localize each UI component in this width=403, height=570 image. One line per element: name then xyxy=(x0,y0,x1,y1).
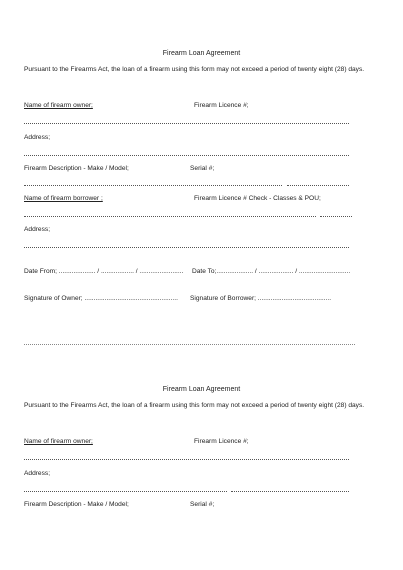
owner-address-fill-line[interactable] xyxy=(24,155,349,156)
owner-signature-field[interactable]: Signature of Owner; ................................................... xyxy=(24,295,178,302)
owner-address-fill-line-copy[interactable] xyxy=(24,491,227,492)
intro-paragraph: Pursuant to the Firearms Act, the loan of a firearm using this form may not exceed a period of twenty eight (28) days. xyxy=(24,66,365,73)
borrower-name-label: Name of firearm borrower ; xyxy=(24,195,103,202)
owner-licence-label: Firearm Licence #; xyxy=(194,102,249,109)
description-fill-line[interactable] xyxy=(24,185,282,186)
firearm-description-label-copy: Firearm Description - Make / Model; xyxy=(24,501,129,508)
borrower-class-fill-line[interactable] xyxy=(320,216,352,217)
borrower-licence-label: Firearm Licence # Check - Classes & POU; xyxy=(194,195,321,202)
owner-address-label-copy: Address; xyxy=(24,470,51,477)
firearm-description-label: Firearm Description - Make / Model; xyxy=(24,165,129,172)
owner-name-label-copy: Name of firearm owner; xyxy=(24,438,93,445)
owner-fill-line-copy[interactable] xyxy=(24,459,349,460)
borrower-address-fill-line[interactable] xyxy=(24,247,349,248)
borrower-address-label: Address; xyxy=(24,226,51,233)
borrower-fill-line[interactable] xyxy=(24,216,316,217)
form-title: Firearm Loan Agreement xyxy=(162,50,241,57)
serial-label: Serial #; xyxy=(190,165,215,172)
borrower-signature-field[interactable]: Signature of Borrower; ........................................ xyxy=(190,295,332,302)
cut-line-divider xyxy=(24,344,355,345)
owner-name-label: Name of firearm owner; xyxy=(24,102,93,109)
date-from-field[interactable]: Date From; .................... / .................. / ........................ xyxy=(24,268,184,275)
owner-address-fill-line-copy-2[interactable] xyxy=(231,491,349,492)
date-to-field[interactable]: Date To;.................... / ................... / ............................ xyxy=(192,268,351,275)
serial-fill-line[interactable] xyxy=(287,185,349,186)
intro-paragraph-copy: Pursuant to the Firearms Act, the loan of a firearm using this form may not exceed a period of twenty eight (28) days. xyxy=(24,402,365,409)
owner-address-label: Address; xyxy=(24,134,51,141)
owner-licence-label-copy: Firearm Licence #; xyxy=(194,438,249,445)
serial-label-copy: Serial #; xyxy=(190,501,215,508)
owner-fill-line[interactable] xyxy=(24,123,349,124)
form-title-copy: Firearm Loan Agreement xyxy=(162,386,241,393)
